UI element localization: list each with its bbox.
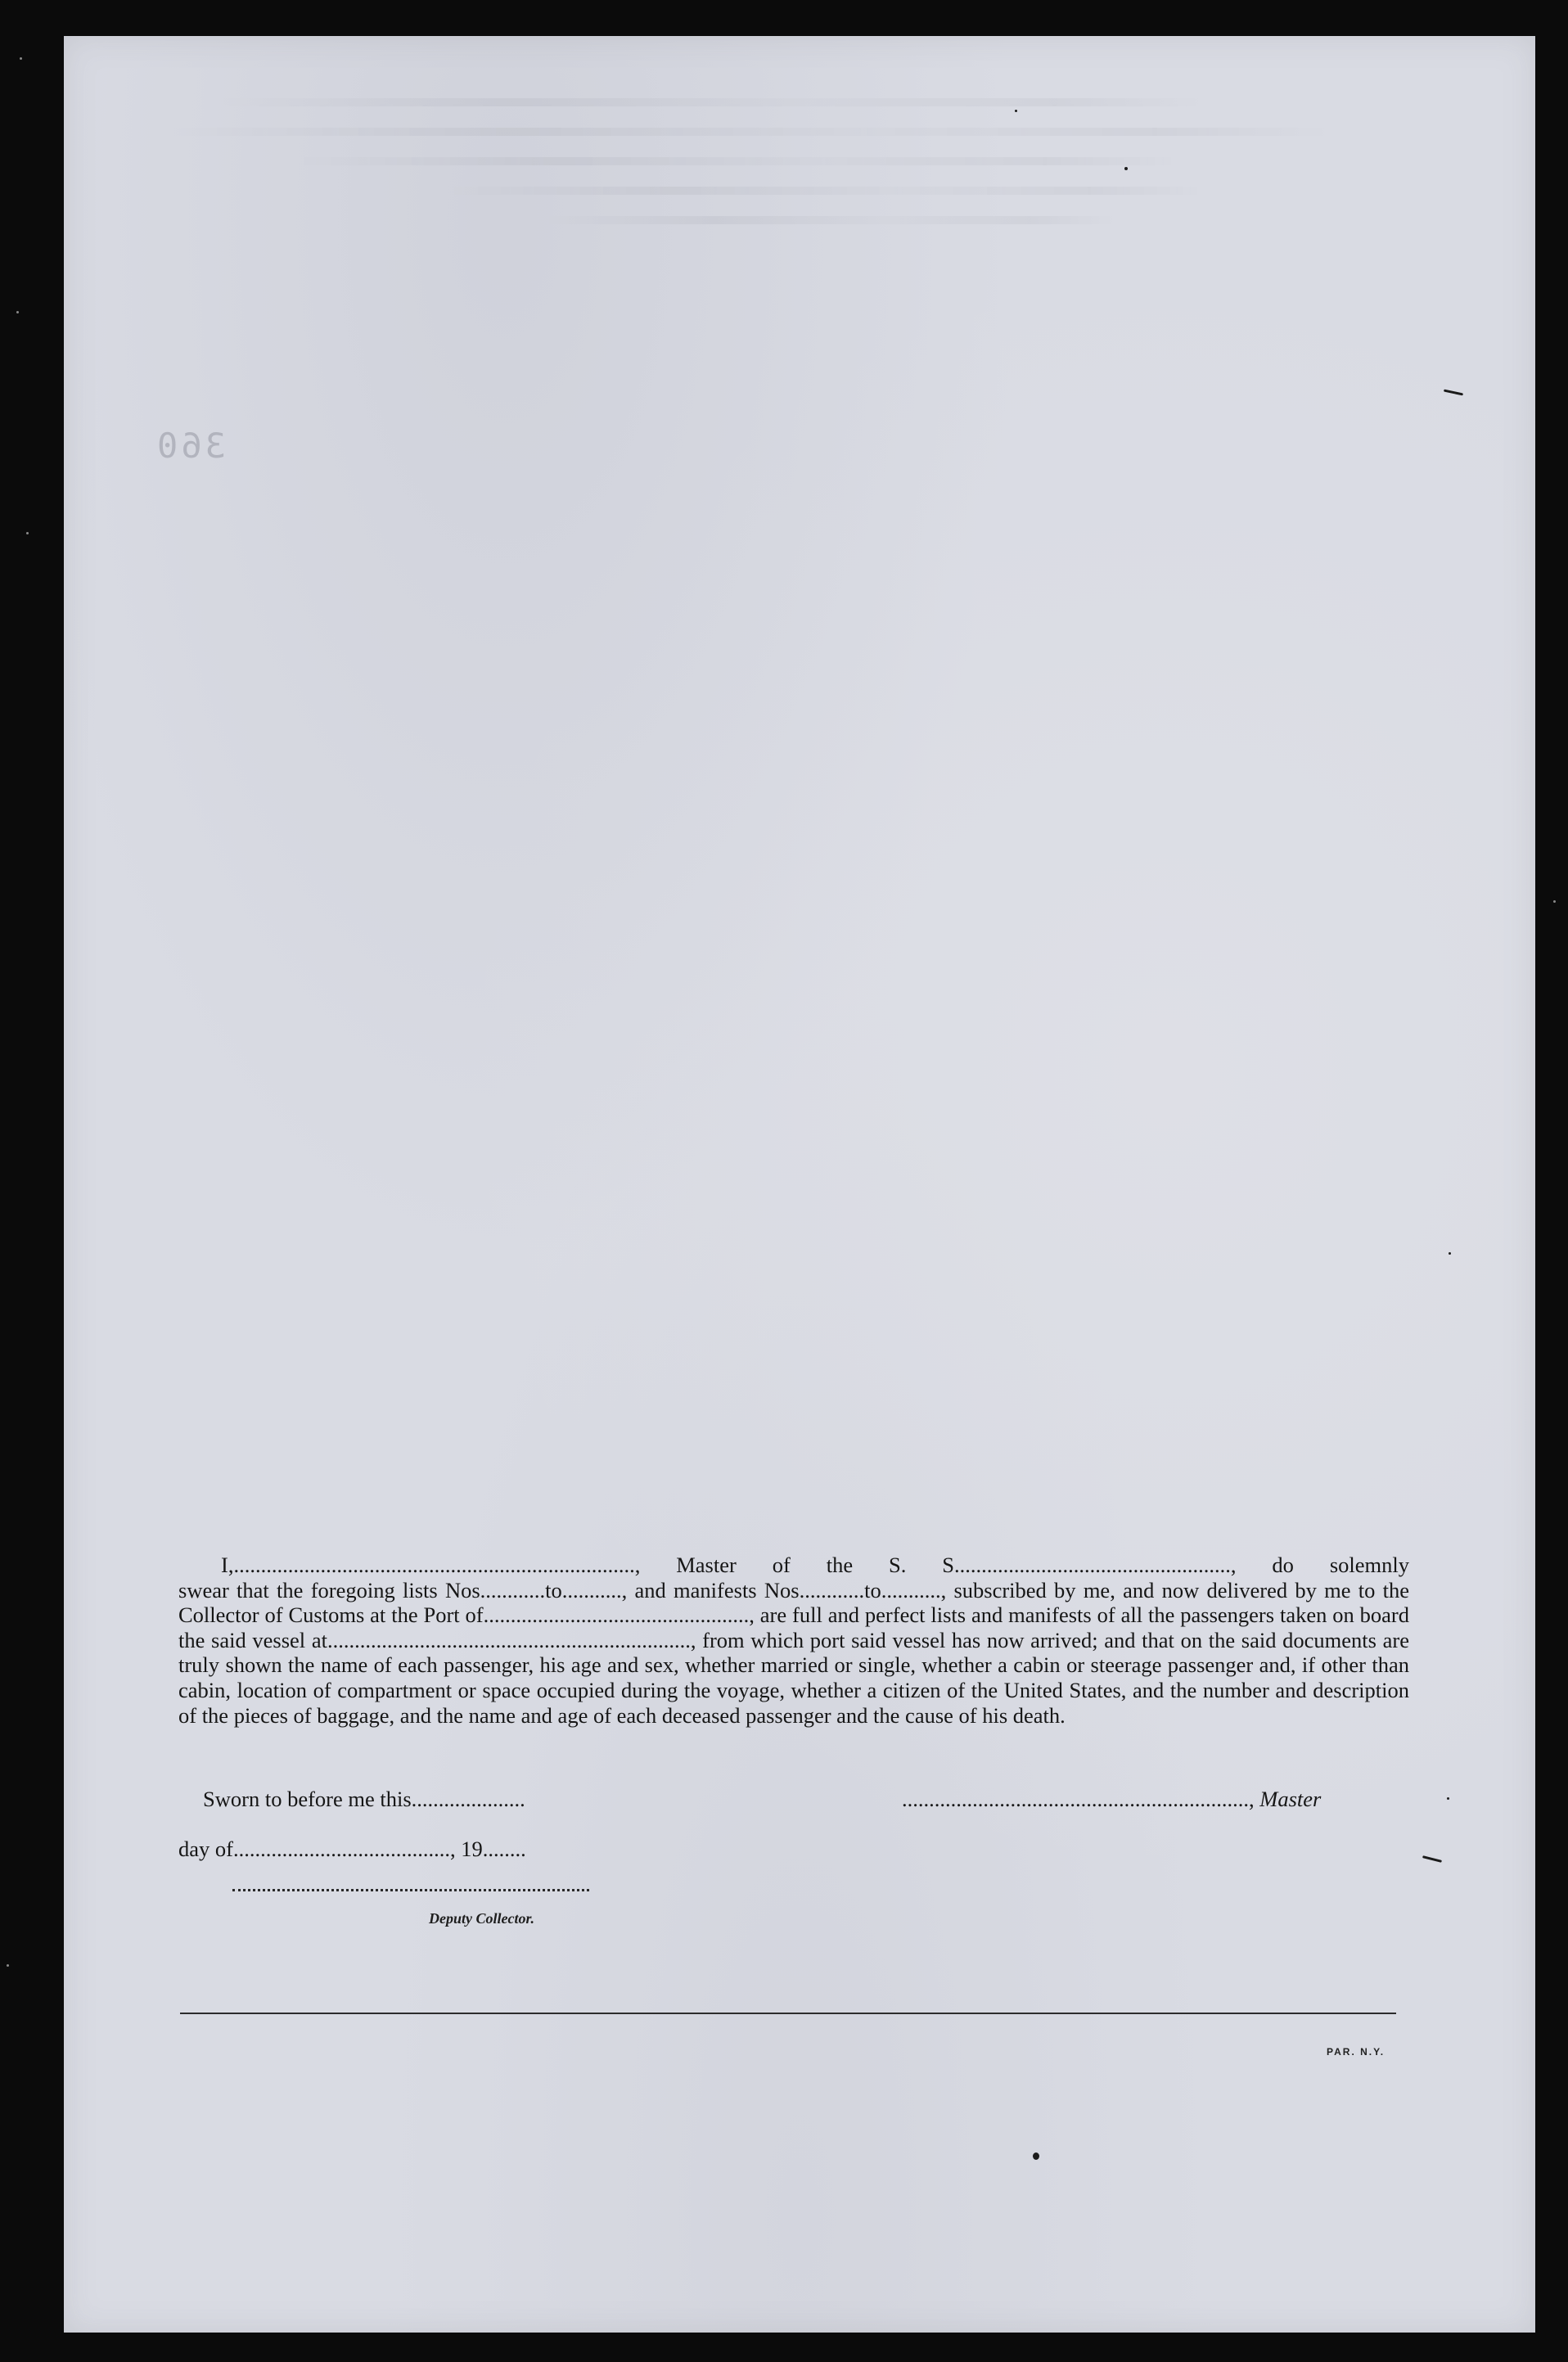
deputy-collector-label: Deputy Collector. [429,1910,534,1927]
ink-speck [1015,110,1017,112]
sworn-row [203,1787,1409,1812]
oath-body: swear that the foregoing lists Nos............to..........., and manifests Nos............to..........., subscribed by me, and now delivered by me to the Collector of Customs at the Port of................................................., are full and perfect lists and manifests of all the passengers taken on board the said vessel at..................................................................., from which port said vessel has now arrived; and that on the said documents are truly shown the name of each passenger, his age and sex, whether married or single, whether a cabin or steerage passenger and, if other than cabin, location of compartment or space occupied during the voyage, whether a citizen of the United States, and the number and description of the pieces of baggage, and the name and age of each deceased passenger and the cause of his death. [178,1577,1409,1728]
bleed-through-text [164,98,1432,295]
scan-edge-speck [20,57,22,60]
scan-edge-speck [7,1964,9,1967]
ink-speck [1124,167,1128,170]
horizontal-rule [180,2013,1396,2014]
scan-edge-speck [1553,900,1556,903]
ink-speck [1447,1797,1449,1800]
document-sheet [64,36,1535,2333]
oath-first-line: I,.........................................................................., Master of the S. S..................................................., do solemnly [221,1553,1409,1577]
master-oath-paragraph [178,1553,1409,1728]
master-signature-dots: ................................................................, [902,1787,1255,1811]
printer-mark: PAR. N.Y. [1327,2046,1386,2058]
master-label: Master [1259,1787,1322,1811]
master-signature [902,1787,1321,1812]
day-of-row: day of........................................, 19........ [178,1837,526,1861]
deputy-collector-signature-line [232,1889,589,1891]
scan-edge-speck [26,532,29,534]
ink-dot [1033,2152,1039,2160]
ink-speck [1449,1252,1451,1255]
scan-edge-speck [16,311,19,313]
bleed-through-number: 360 [154,426,226,466]
sworn-before-text: Sworn to before me this..................... [203,1787,525,1811]
